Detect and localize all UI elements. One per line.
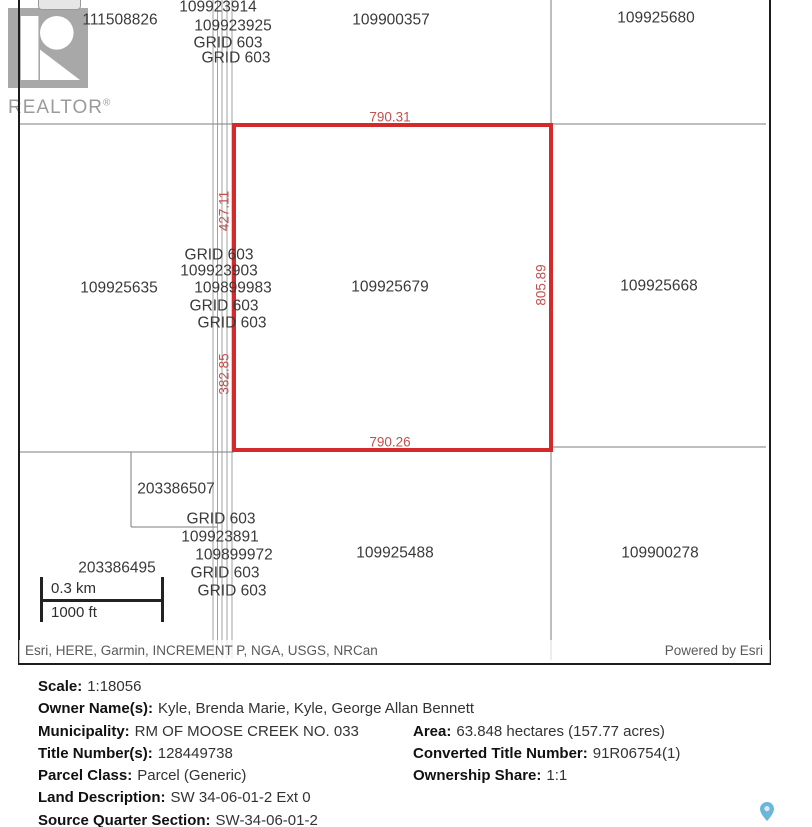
dimension-label: 382.85 <box>216 353 232 395</box>
detail-row-source-quarter-section <box>0 810 812 827</box>
parcel-label: 203386495 <box>78 559 156 577</box>
dimension-label: 805.89 <box>533 264 549 306</box>
detail-row-owner <box>0 698 812 720</box>
detail-value: RM OF MOOSE CREEK NO. 033 <box>134 722 359 740</box>
scale-bar <box>40 577 164 622</box>
parcel-label: GRID 603 <box>186 510 256 528</box>
detail-label: Ownership Share: <box>413 767 542 785</box>
dimension-label: 790.26 <box>369 434 411 450</box>
parcel-label: 109925680 <box>617 9 695 27</box>
parcel-label: 109923914 <box>179 0 257 16</box>
detail-label: Land Description: <box>38 789 166 807</box>
detail-label: Parcel Class: <box>38 767 133 785</box>
detail-value: 63.848 hectares (157.77 acres) <box>456 722 665 740</box>
parcel-label: 203386507 <box>137 480 215 498</box>
parcel-label: 109899972 <box>195 546 273 564</box>
detail-value: 91R06754(1) <box>592 744 681 762</box>
parcel-label: 109900357 <box>352 11 430 29</box>
detail-label: Converted Title Number: <box>413 744 588 762</box>
detail-label: Area: <box>413 722 452 740</box>
location-pin-icon[interactable] <box>760 802 774 821</box>
parcel-label: 109923903 <box>180 262 258 280</box>
parcel-details-panel <box>0 670 812 827</box>
attribution-powered-by: Powered by Esri <box>664 643 763 658</box>
parcel-label: 109923891 <box>181 528 259 546</box>
dimension-label: 427.11 <box>216 190 232 232</box>
parcel-label: GRID 603 <box>201 49 271 67</box>
detail-value: Parcel (Generic) <box>137 767 247 785</box>
parcel-label: 111508826 <box>82 11 158 29</box>
detail-label: Owner Name(s): <box>38 700 154 718</box>
parcel-label: 109925488 <box>356 544 434 562</box>
detail-row-scale <box>0 676 812 698</box>
parcel-label: 109899983 <box>194 279 272 297</box>
parcel-label: GRID 603 <box>184 246 254 264</box>
detail-row-municipality-area <box>0 721 812 743</box>
detail-row-land-description <box>0 787 812 809</box>
detail-value: SW-34-06-01-2 <box>215 811 318 827</box>
detail-label: Municipality: <box>38 722 130 740</box>
detail-value: 128449738 <box>157 744 233 762</box>
detail-label: Scale: <box>38 678 83 695</box>
parcel-label: GRID 603 <box>189 297 259 315</box>
parcel-label: GRID 603 <box>190 564 260 582</box>
parcel-label: 109900278 <box>621 544 699 562</box>
detail-row-title-numbers <box>0 743 812 765</box>
scale-km-label: 0.3 km <box>51 580 97 597</box>
map-attribution <box>19 640 770 663</box>
realtor-logo-text: REALTOR® <box>8 97 112 118</box>
parcel-label: GRID 603 <box>193 34 263 52</box>
dimension-label: 790.31 <box>369 109 411 125</box>
attribution-sources: Esri, HERE, Garmin, INCREMENT P, NGA, USGS, NRCan <box>25 643 378 658</box>
parcel-label: 109925668 <box>620 277 698 295</box>
scale-ft-label: 1000 ft <box>51 604 97 621</box>
detail-row-parcel-class-share <box>0 765 812 787</box>
detail-value: 1:1 <box>546 767 568 785</box>
detail-value: Kyle, Brenda Marie, Kyle, George Allan Bennett <box>158 700 475 718</box>
detail-label: Title Number(s): <box>38 744 153 762</box>
parcel-label: 109923925 <box>194 17 272 35</box>
detail-value: SW 34-06-01-2 Ext 0 <box>170 789 311 807</box>
registered-mark: ® <box>103 97 112 109</box>
detail-label: Source Quarter Section: <box>38 811 211 827</box>
parcel-label: 109925635 <box>80 279 158 297</box>
parcel-label: 109925679 <box>351 278 429 296</box>
parcel-label: GRID 603 <box>197 314 267 332</box>
scale-bar-line <box>43 599 161 602</box>
detail-value: 1:18056 <box>87 678 142 695</box>
parcel-label: GRID 603 <box>197 582 267 600</box>
